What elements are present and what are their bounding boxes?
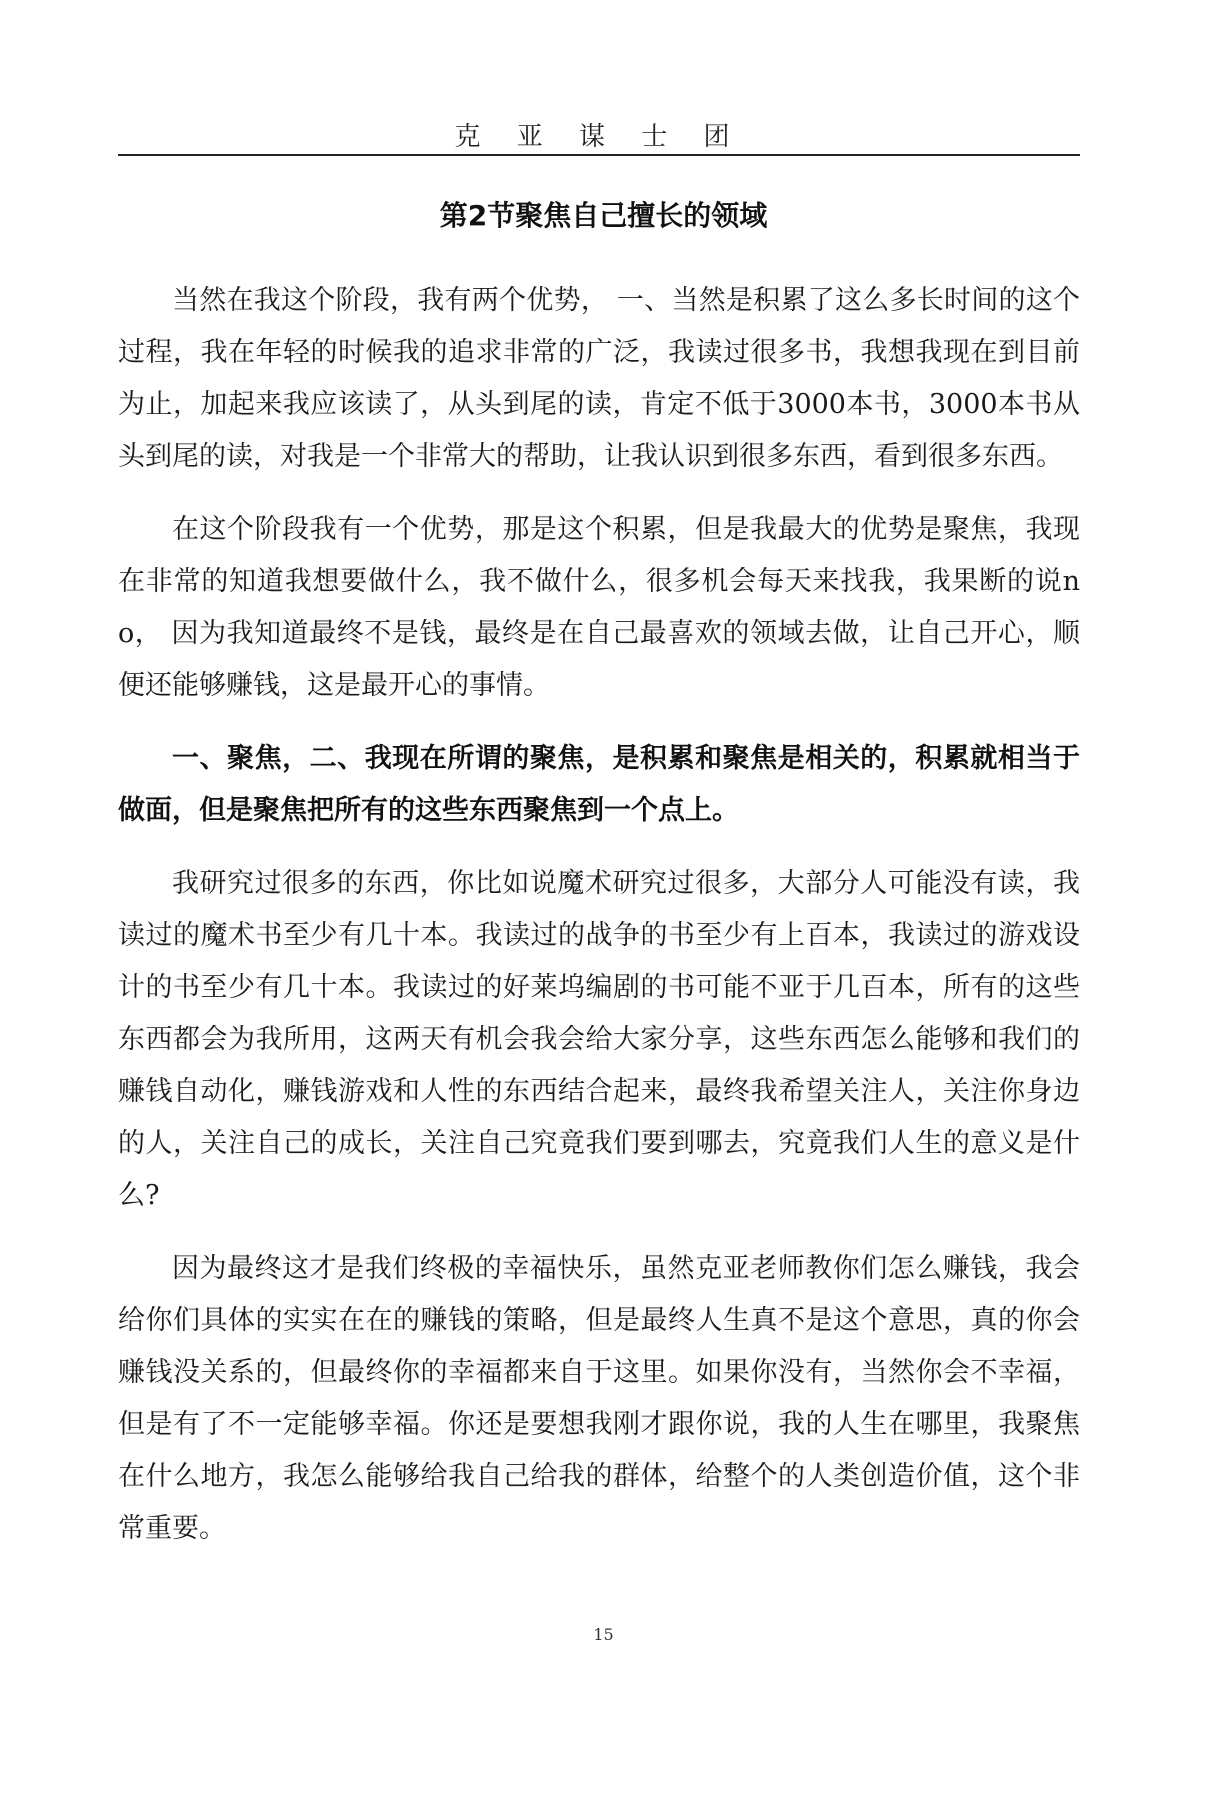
section-title: 第2节聚焦自己擅长的领域 [439, 199, 768, 232]
paragraph-2: 在这个阶段我有一个优势，那是这个积累，但是我最大的优势是聚焦，我现在非常的知道我想要做什么，我不做什么，很多机会每天来找我，我果断的说no， 因为我知道最终不是钱，最终是在自己最喜欢的领域去做，让自己开心，顺便还能够赚钱，这是最开心的事情。 [118, 514, 1080, 701]
body-text [118, 275, 1080, 1576]
paragraph-3-bold: 一、聚焦，二、我现在所谓的聚焦，是积累和聚焦是相关的，积累就相当于做面，但是聚焦把所有的这些东西聚焦到一个点上。 [118, 743, 1080, 826]
paragraph-1: 当然在我这个阶段，我有两个优势， 一、当然是积累了这么多长时间的这个过程，我在年轻的时候我的追求非常的广泛，我读过很多书，我想我现在到目前为止，加起来我应该读了，从头到尾的读，肯定不低于3000本书，3000本书从头到尾的读，对我是一个非常大的帮助，让我认识到很多东西，看到很多东西。 [118, 285, 1080, 472]
header-title: 克 亚 谋 士 团 [454, 122, 744, 152]
page-number: 15 [593, 1625, 614, 1644]
paragraph-4: 我研究过很多的东西，你比如说魔术研究过很多，大部分人可能没有读，我读过的魔术书至少有几十本。我读过的战争的书至少有上百本，我读过的游戏设计的书至少有几十本。我读过的好莱坞编剧的书可能不亚于几百本，所有的这些东西都会为我所用，这两天有机会我会给大家分享，这些东西怎么能够和我们的赚钱自动化，赚钱游戏和人性的东西结合起来，最终我希望关注人，关注你身边的人，关注自己的成长，关注自己究竟我们要到哪去，究竟我们人生的意义是什么? [118, 868, 1080, 1211]
page-header [118, 120, 1080, 156]
paragraph-5: 因为最终这才是我们终极的幸福快乐，虽然克亚老师教你们怎么赚钱，我会给你们具体的实实在在的赚钱的策略，但是最终人生真不是这个意思，真的你会赚钱没关系的，但最终你的幸福都来自于这里。如果你没有，当然你会不幸福，但是有了不一定能够幸福。你还是要想我刚才跟你说，我的人生在哪里，我聚焦在什么地方，我怎么能够给我自己给我的群体，给整个的人类创造价值，这个非常重要。 [118, 1253, 1080, 1544]
